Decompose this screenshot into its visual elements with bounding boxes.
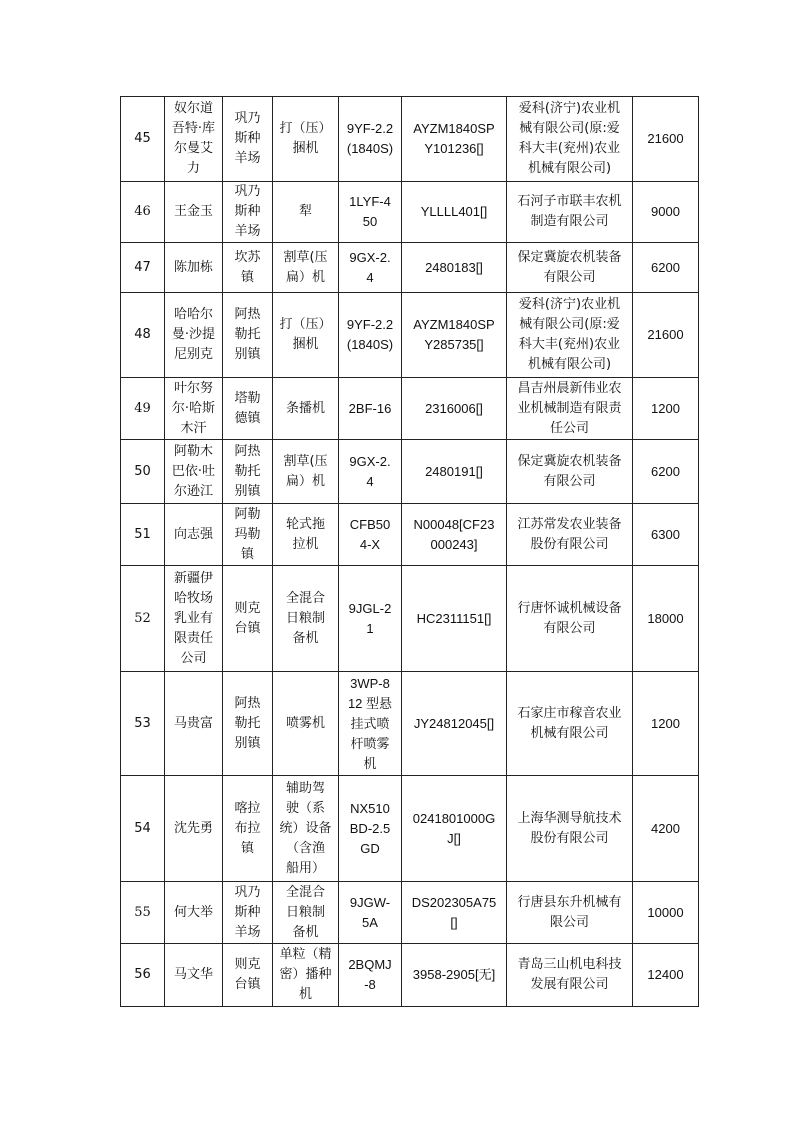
machine-model-line: 4: [366, 473, 374, 489]
recipient-name: [165, 944, 223, 1007]
machine-model: [339, 378, 402, 440]
machine-model-line: 4-X: [359, 536, 381, 552]
serial-number-line: 3958-2905[无]: [412, 967, 496, 982]
machine-model-line: 9YF-2.2: [346, 121, 394, 136]
manufacturer-line: 机械有限公司): [527, 357, 612, 372]
machine-item-line: 备机: [292, 924, 319, 940]
township-line: 勒托: [234, 715, 261, 731]
manufacturer-line: 青岛三山机电科技: [517, 957, 622, 972]
machine-model: [339, 440, 402, 504]
table-row: [121, 440, 699, 504]
serial-number-line: Y101236[]: [424, 141, 484, 156]
machine-item: [273, 944, 339, 1007]
machine-model: [339, 97, 402, 182]
township-line: 勒托: [234, 327, 261, 342]
township: [223, 97, 273, 182]
township-line: 阿热: [234, 443, 261, 459]
serial-number: [402, 504, 507, 566]
machine-item-line: 扁）机: [285, 473, 325, 489]
machine-model-line: 3WP-8: [350, 675, 390, 691]
manufacturer-line: 有限公司: [543, 269, 596, 285]
serial-number-line: JY24812045[]: [413, 715, 495, 731]
recipient-name-line: 吾特·库: [171, 121, 216, 136]
township-line: 羊场: [234, 224, 261, 239]
machine-model-line: 9JGW-: [349, 894, 391, 910]
manufacturer: [507, 776, 633, 882]
machine-item: [273, 440, 339, 504]
recipient-name-line: 尼别克: [173, 347, 213, 362]
machine-item-line: 辅助驾: [285, 780, 325, 796]
township-line: 羊场: [234, 924, 261, 940]
recipient-name-line: 马贵富: [173, 715, 213, 731]
manufacturer: [507, 504, 633, 566]
row-number: 51: [121, 504, 165, 566]
recipient-name-line: 奴尔道: [173, 101, 213, 116]
machine-model-line: 2BQMJ: [348, 957, 392, 972]
row-number: 47: [121, 243, 165, 293]
township-line: 德镇: [234, 410, 261, 426]
township: [223, 182, 273, 243]
machine-model-line: 杆喷雾: [350, 735, 390, 751]
machine-item: [273, 293, 339, 378]
serial-number-line: 2480183[]: [425, 259, 483, 275]
serial-number-line: 2480191[]: [425, 463, 483, 479]
recipient-name-line: 乳业有: [173, 610, 213, 626]
township: [223, 672, 273, 776]
machine-model: [339, 293, 402, 378]
serial-number: [402, 182, 507, 243]
serial-number-line: []: [450, 914, 458, 930]
recipient-name: [165, 378, 223, 440]
township-line: 羊场: [234, 151, 261, 166]
machine-model: [339, 182, 402, 243]
manufacturer-line: 爱科(济宁)农业机: [518, 101, 621, 116]
subsidy-amount: 12400: [633, 944, 699, 1007]
subsidy-amount: 6200: [633, 243, 699, 293]
serial-number: [402, 672, 507, 776]
manufacturer-line: 爱科(济宁)农业机: [518, 297, 621, 312]
serial-number-line: AYZM1840SP: [413, 317, 495, 332]
machine-item-line: 全混合: [285, 884, 325, 900]
township-line: 镇: [240, 269, 254, 285]
manufacturer: [507, 566, 633, 672]
serial-number: [402, 378, 507, 440]
machine-item-line: 扁）机: [285, 269, 325, 285]
manufacturer-line: 械有限公司(原:爱: [519, 121, 620, 136]
serial-number-line: HC2311151[]: [416, 610, 492, 626]
row-number: 56: [121, 944, 165, 1007]
machine-model-line: 4: [366, 269, 374, 285]
township-line: 巩乃: [234, 111, 261, 126]
machine-item: [273, 672, 339, 776]
table-row: [121, 672, 699, 776]
machine-model-line: 1LYF-4: [349, 194, 391, 209]
machine-item-line: 打（压）: [279, 317, 332, 332]
machine-item-line: 轮式拖: [285, 516, 325, 532]
recipient-name-line: 马文华: [173, 967, 213, 982]
machine-model-line: CFB50: [349, 516, 391, 532]
manufacturer-line: 股份有限公司: [530, 536, 609, 552]
manufacturer-line: 械有限公司(原:爱: [519, 317, 620, 332]
manufacturer: [507, 944, 633, 1007]
serial-number: [402, 882, 507, 944]
manufacturer-line: 科大丰(兖州)农业: [518, 337, 621, 352]
serial-number-line: 000243]: [430, 536, 478, 552]
machine-model: [339, 672, 402, 776]
machine-model-line: 9YF-2.2: [346, 317, 394, 332]
township-line: 斯种: [234, 131, 261, 146]
recipient-name-line: 公司: [180, 650, 207, 666]
row-number: 50: [121, 440, 165, 504]
manufacturer-line: 业机械制造有限责: [517, 400, 622, 416]
township-line: 斯种: [234, 204, 261, 219]
recipient-name-line: 王金玉: [173, 204, 213, 219]
manufacturer-line: 石家庄市稼音农业: [517, 705, 622, 721]
recipient-name-line: 限责任: [173, 630, 213, 646]
machine-item-line: 驶（系: [285, 800, 325, 816]
machine-model-line: 1: [366, 620, 374, 636]
township-line: 则克: [234, 957, 261, 972]
machine-item-line: 割草(压: [283, 249, 328, 265]
township-line: 台镇: [234, 620, 261, 636]
manufacturer-line: 保定冀旋农机装备: [517, 453, 622, 469]
subsidy-amount: 1200: [633, 378, 699, 440]
recipient-name-line: 向志强: [173, 526, 213, 542]
recipient-name-line: 力: [186, 161, 200, 176]
recipient-name-line: 尔曼艾: [173, 141, 213, 156]
township-line: 镇: [240, 840, 254, 856]
serial-number-line: DS202305A75: [411, 894, 497, 910]
manufacturer-line: 昌吉州晨新伟业农: [517, 380, 622, 396]
township-line: 喀拉: [234, 800, 261, 816]
machine-item-line: 喷雾机: [285, 715, 325, 731]
manufacturer-line: 行唐怀诚机械设备: [517, 600, 622, 616]
township: [223, 882, 273, 944]
table-row: [121, 97, 699, 182]
township-line: 镇: [240, 546, 254, 562]
recipient-name-line: 尔逊江: [173, 483, 213, 499]
manufacturer-line: 科大丰(兖州)农业: [518, 141, 621, 156]
township-line: 别镇: [234, 347, 261, 362]
recipient-name: [165, 440, 223, 504]
subsidy-amount: 9000: [633, 182, 699, 243]
machine-item-line: 密）播种: [279, 967, 332, 982]
recipient-name: [165, 182, 223, 243]
machine-item: [273, 243, 339, 293]
serial-number-line: Y285735[]: [424, 337, 484, 352]
machine-item: [273, 882, 339, 944]
recipient-name: [165, 97, 223, 182]
manufacturer-line: 机械有限公司): [527, 161, 612, 176]
row-number: 45: [121, 97, 165, 182]
machine-item-line: （含渔: [285, 840, 325, 856]
township-line: 则克: [234, 600, 261, 616]
serial-number-line: AYZM1840SP: [413, 121, 495, 136]
township: [223, 378, 273, 440]
manufacturer: [507, 182, 633, 243]
township: [223, 440, 273, 504]
manufacturer: [507, 440, 633, 504]
recipient-name-line: 哈哈尔: [173, 307, 213, 322]
table-row: [121, 566, 699, 672]
township-line: 阿勒: [234, 506, 261, 522]
recipient-name: [165, 882, 223, 944]
machine-model: [339, 776, 402, 882]
machine-item: [273, 182, 339, 243]
subsidy-amount: 1200: [633, 672, 699, 776]
machine-item: [273, 566, 339, 672]
manufacturer-line: 有限公司: [543, 473, 596, 489]
machine-model-line: 2BF-16: [348, 400, 392, 416]
machine-model: [339, 882, 402, 944]
table-row: [121, 776, 699, 882]
recipient-name-line: 新疆伊: [173, 570, 213, 586]
serial-number-line: N00048[CF23: [413, 516, 495, 532]
recipient-name-line: 巴依·吐: [171, 463, 216, 479]
recipient-name: [165, 293, 223, 378]
machine-item-line: 船用）: [285, 860, 325, 876]
serial-number: [402, 566, 507, 672]
recipient-name: [165, 776, 223, 882]
serial-number: [402, 243, 507, 293]
subsidy-amount: 4200: [633, 776, 699, 882]
machine-model-line: 9GX-2.: [349, 249, 391, 265]
row-number: 52: [121, 566, 165, 672]
table-row: [121, 182, 699, 243]
manufacturer-line: 保定冀旋农机装备: [517, 249, 622, 265]
manufacturer-line: 有限公司: [543, 620, 596, 636]
table-row: [121, 504, 699, 566]
machine-model-line: GD: [360, 840, 380, 856]
township-line: 斯种: [234, 904, 261, 920]
township: [223, 243, 273, 293]
machine-item-line: 日粮制: [285, 610, 325, 626]
subsidy-amount: 21600: [633, 97, 699, 182]
machine-item-line: 单粒（精: [279, 947, 332, 962]
row-number: 48: [121, 293, 165, 378]
township: [223, 776, 273, 882]
machine-model-line: 50: [362, 214, 378, 229]
recipient-name-line: 尔·哈斯: [171, 400, 216, 416]
machine-model-line: (1840S): [346, 141, 394, 156]
machine-model-line: 12 型悬: [347, 695, 393, 711]
machine-item-line: 打（压）: [279, 121, 332, 136]
recipient-name-line: 曼·沙提: [171, 327, 216, 342]
machine-item: [273, 776, 339, 882]
serial-number: [402, 944, 507, 1007]
manufacturer-line: 江苏常发农业装备: [517, 516, 622, 532]
manufacturer: [507, 97, 633, 182]
machinery-subsidy-table: [120, 96, 699, 1007]
township: [223, 293, 273, 378]
row-number: 49: [121, 378, 165, 440]
machine-item-line: 全混合: [285, 590, 325, 606]
machine-item-line: 机: [298, 987, 312, 1002]
manufacturer-line: 发展有限公司: [530, 977, 609, 992]
machine-item-line: 条播机: [285, 400, 325, 416]
serial-number: [402, 293, 507, 378]
township-line: 坎苏: [234, 249, 261, 265]
recipient-name-line: 木汗: [180, 420, 207, 436]
recipient-name: [165, 672, 223, 776]
township-line: 布拉: [234, 820, 261, 836]
township-line: 阿热: [234, 307, 261, 322]
manufacturer-line: 任公司: [549, 420, 589, 436]
machine-item-line: 割草(压: [283, 453, 328, 469]
machine-item: [273, 97, 339, 182]
township-line: 玛勒: [234, 526, 261, 542]
township-line: 塔勒: [234, 390, 261, 406]
table-row: [121, 243, 699, 293]
subsidy-amount: 21600: [633, 293, 699, 378]
machine-item-line: 日粮制: [285, 904, 325, 920]
township: [223, 504, 273, 566]
manufacturer: [507, 672, 633, 776]
table-row: [121, 882, 699, 944]
township-line: 勒托: [234, 463, 261, 479]
serial-number-line: 2316006[]: [425, 400, 483, 416]
manufacturer: [507, 243, 633, 293]
recipient-name-line: 沈先勇: [173, 820, 213, 836]
row-number: 54: [121, 776, 165, 882]
serial-number: [402, 97, 507, 182]
manufacturer: [507, 378, 633, 440]
machine-item-line: 捆机: [292, 141, 319, 156]
machine-item-line: 统）设备: [279, 820, 332, 836]
manufacturer-line: 制造有限公司: [530, 214, 609, 229]
manufacturer-line: 机械有限公司: [530, 725, 609, 741]
machine-item-line: 备机: [292, 630, 319, 646]
machine-model-line: -8: [364, 977, 376, 992]
serial-number-line: J[]: [447, 830, 461, 846]
subsidy-amount: 18000: [633, 566, 699, 672]
machine-model-line: NX510: [350, 800, 390, 816]
manufacturer: [507, 293, 633, 378]
recipient-name-line: 叶尔努: [173, 380, 213, 396]
table-row: [121, 944, 699, 1007]
township-line: 巩乃: [234, 884, 261, 900]
township: [223, 944, 273, 1007]
machine-model-line: (1840S): [346, 337, 394, 352]
machine-model: [339, 566, 402, 672]
table-row: [121, 293, 699, 378]
recipient-name-line: 陈加栋: [173, 259, 213, 275]
recipient-name-line: 何大举: [173, 904, 213, 920]
machine-item-line: 拉机: [292, 536, 319, 552]
recipient-name-line: 阿勒木: [173, 443, 213, 459]
machine-item: [273, 504, 339, 566]
machine-model: [339, 243, 402, 293]
machine-model-line: 挂式喷: [350, 715, 390, 731]
machine-model: [339, 944, 402, 1007]
machine-model: [339, 504, 402, 566]
township-line: 别镇: [234, 735, 261, 751]
township-line: 别镇: [234, 483, 261, 499]
recipient-name: [165, 243, 223, 293]
serial-number-line: YLLLL401[]: [420, 204, 488, 219]
row-number: 46: [121, 182, 165, 243]
recipient-name: [165, 566, 223, 672]
serial-number: [402, 440, 507, 504]
manufacturer-line: 股份有限公司: [530, 830, 609, 846]
subsidy-amount: 6300: [633, 504, 699, 566]
subsidy-amount: 6200: [633, 440, 699, 504]
manufacturer-line: 石河子市联丰农机: [517, 194, 622, 209]
machine-model-line: 机: [363, 755, 377, 771]
township-line: 台镇: [234, 977, 261, 992]
machine-model-line: 9JGL-2: [348, 600, 392, 616]
township: [223, 566, 273, 672]
township-line: 阿热: [234, 695, 261, 711]
machine-item-line: 犁: [298, 204, 312, 219]
machine-model-line: 9GX-2.: [349, 453, 391, 469]
subsidy-amount: 10000: [633, 882, 699, 944]
machine-model-line: 5A: [362, 914, 378, 930]
row-number: 55: [121, 882, 165, 944]
serial-number-line: 0241801000G: [412, 810, 496, 826]
township-line: 巩乃: [234, 184, 261, 199]
recipient-name: [165, 504, 223, 566]
manufacturer: [507, 882, 633, 944]
row-number: 53: [121, 672, 165, 776]
manufacturer-line: 上海华测导航技术: [517, 810, 622, 826]
machine-item-line: 捆机: [292, 337, 319, 352]
machine-item: [273, 378, 339, 440]
machine-model-line: BD-2.5: [349, 820, 391, 836]
manufacturer-line: 行唐县东升机械有: [517, 894, 622, 910]
manufacturer-line: 限公司: [549, 914, 589, 930]
table-row: [121, 378, 699, 440]
table-body: [121, 97, 699, 1007]
recipient-name-line: 哈牧场: [173, 590, 213, 606]
serial-number: [402, 776, 507, 882]
